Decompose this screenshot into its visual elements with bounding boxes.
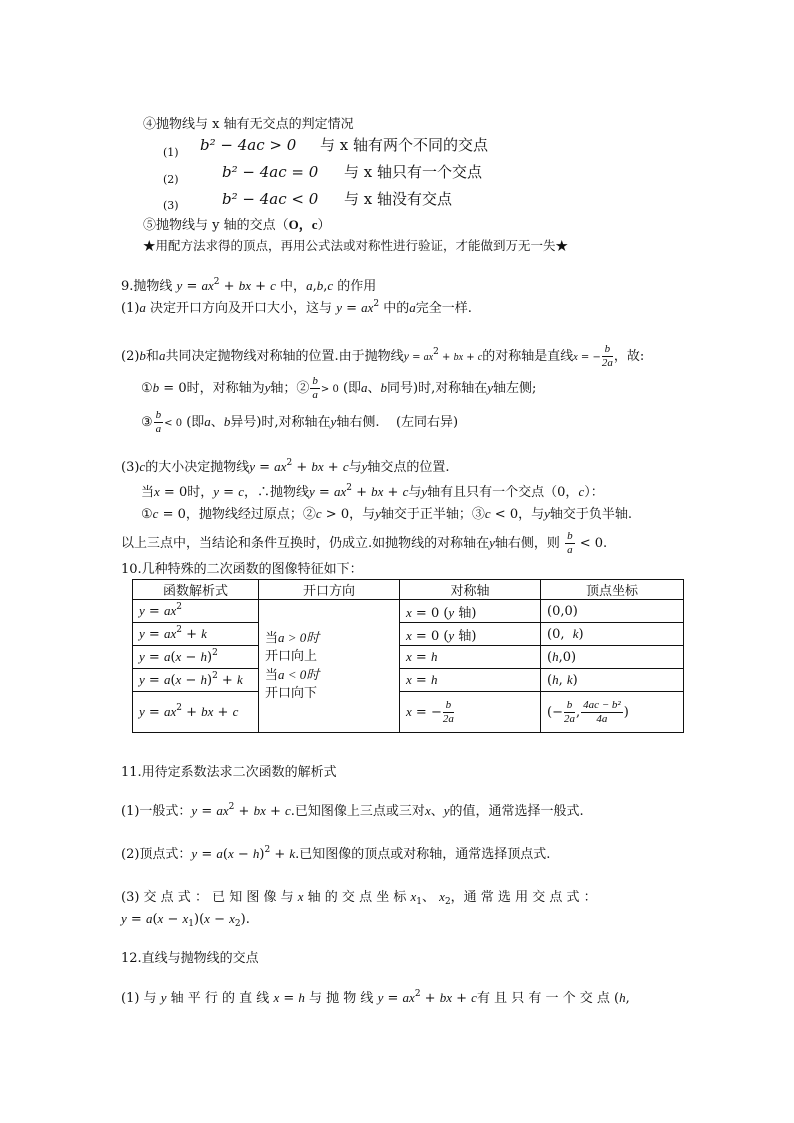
s12-p1e: , [625,991,630,1006]
function-table [132,579,684,733]
s4-row1-cond: b² − 4ac > 0 [200,136,297,154]
table-cell-axis: x = − $\frac{b}{2a}$ [400,692,541,733]
open-line-1 [265,629,393,648]
s9-p2-line1: ①b = 0时，对称轴为y轴；② $\frac{b}{a}$ > 0 (即a、b同号)时,对称轴在y轴左侧; [141,375,537,401]
open-text: 当 [265,668,279,683]
s9-p3-1c: = [219,485,239,500]
s9-p3-d: 轴交点的位置. [367,460,450,475]
s9-p3-1f: 轴有且只有一个交点（0， [427,485,579,500]
s9-p2-1b: = 0时，对称轴为 [159,381,265,396]
table-row [133,692,684,733]
s9-p3-a: (3) [121,460,140,475]
section4-title: ④抛物线与 x 轴有无交点的判定情况 [143,117,354,132]
s9-p3-2a: ① [141,507,153,522]
s9-p2-1f: 同号)时,对称轴在 [387,381,488,396]
table-cell-axis: x = h [400,646,541,669]
table-cell-expr: $y = ax^2 + k$ [133,623,259,646]
s10-title: 10.几种特殊的二次函数的图像特征如下： [121,562,363,577]
s11-p1b: .已知图像上三点或三对 [290,804,425,819]
s9-p2-1a: ① [141,381,153,396]
s9-p2-2c: 、 [210,415,224,430]
s9-p3-line3: 以上三点中，当结论和条件互换时，仍成立.如抛物线的对称轴在y轴右侧，则 $\frac{b}{a}$ < 0. [121,530,608,556]
s11-p3-formula: $y = a(x - x_1)(x - x_2)$. [121,911,250,929]
s9-p3-2d: 轴交于正半轴；③ [380,507,485,522]
table-header: 对称轴 [400,580,541,600]
open-text: 开口向上 [265,649,318,664]
s9-p2-c: 共同决定抛物线对称轴的位置.由于抛物线 [165,349,404,364]
table-cell-vertex: (h,0) [541,646,684,669]
table-header-row [133,580,684,600]
s11-p2a: (2)顶点式： [121,847,192,862]
table-row [133,600,684,623]
table-cell-vertex: (0, k) [541,623,684,646]
table-cell-vertex: (0,0) [541,600,684,623]
s9-p2-1d: (即 [338,381,362,396]
s4-row2-cond: b² − 4ac = 0 [222,163,319,181]
s9-p3-1d: ，∴抛物线 [243,485,309,500]
s12-p1a: (1) 与 [121,991,157,1006]
s12-title: 12.直线与抛物线的交点 [121,951,259,966]
s9-p2-a: (2) [121,349,140,364]
table-cell-axis: x = h [400,669,541,692]
s9-p1-a: (1) [121,301,140,316]
s9-p2-2e: 轴右侧. [336,415,380,430]
s4-row2-num: (2) [163,173,179,186]
s9-p3-1a: 当 [141,485,155,500]
s9-p2-1c: 轴；② [270,381,310,396]
s11-p1c: 、 [430,804,444,819]
s11-p3: (3) 交 点 式 ： 已 知 图 像 与 x 轴 的 交 点 坐 标 $x_1$、 $x_2$，通 常 选 用 交 点 式 ： [121,889,597,907]
s9-p2-2d: 异号)时,对称轴在 [230,415,331,430]
s9-p3-3c: < 0. [575,536,608,551]
s9-p1-b: 决定开口方向及开口大小，这与 [145,301,337,316]
s11-p3a: (3) 交 点 式 ： 已 知 图 像 与 [121,890,294,905]
s9-p2-e: ，故: [613,349,645,364]
section5-line [143,216,331,235]
table-cell-expr: $y = a(x - h)^2$ [133,646,259,669]
s11-title: 11.用待定系数法求二次函数的解析式 [121,765,337,780]
s9-p2-2b: (即 [182,415,205,430]
s9-p3-2b: = 0，抛物线经过原点；② [158,507,316,522]
section5-point: O，c [288,217,318,232]
s4-row2-result: 与 x 轴只有一个交点 [344,163,482,181]
table-header: 函数解析式 [133,580,259,600]
table-row [133,623,684,646]
s9-p3-2e: < 0，与 [490,507,545,522]
s9-p2-1g: 轴左侧; [493,381,537,396]
s9-p3-c: 与 [348,460,362,475]
table-row [133,669,684,692]
table-cell-vertex: (− $\frac{b}{2a}$ , $\frac{\text{4ac − b²}}{4a}$ ) [541,692,684,733]
s9-p3-1e: 与 [408,485,422,500]
s9-p2-2f: (左同右异) [395,415,459,430]
table-cell-vertex: (h, k) [541,669,684,692]
s9-p3-2c: > 0，与 [321,507,376,522]
s9-p2-2a: ③ [141,415,153,430]
s11-p3c: 、 [422,890,436,905]
s4-row1-result: 与 x 轴有两个不同的交点 [320,136,488,154]
star-note: ★用配方法求得的顶点，再用公式法或对称性进行验证，才能做到万无一失★ [143,238,569,253]
s9-p2: (2)b和a共同决定抛物线对称轴的位置.由于抛物线$y = ax^2$ + bx + c的对称轴是直线x = − $\frac{b}{2a}$ ，故: [121,343,645,369]
s11-p1d: 的值，通常选择一般式. [449,804,584,819]
s9-p1: (1)a 决定开口方向及开口大小，这与 $y = ax^2$ 中的a完全一样. [121,299,472,316]
s12-p1b: 轴 平 行 的 直 线 [170,991,270,1006]
s12-p1: (1) 与 y 轴 平 行 的 直 线 x = h 与 抛 物 线 $y = ax^2$ + bx + c有 且 只 有 一 个 交 点 (h, [121,989,630,1006]
open-line-3 [265,666,393,685]
s9-p3-line1: 当x = 0时，y = c，∴抛物线$y = ax^2$ + bx + c与y轴有且只有一个交点（0，c）： [141,483,604,500]
s9-p3-3b: 轴右侧，则 [494,536,560,551]
s9-p3-1g: ）： [584,485,604,500]
s12-p1c: 与 抛 物 线 [309,991,374,1006]
s11-p3d: ，通 常 选 用 交 点 式 ： [450,890,597,905]
s4-row1-num: (1) [163,146,179,159]
s4-row3-cond: b² − 4ac < 0 [222,190,319,208]
s9-p2-d: 的对称轴是直线 [482,349,574,364]
table-header: 顶点坐标 [541,580,684,600]
table-cell-open [259,600,400,733]
s9-p1-d: 完全一样. [415,301,472,316]
s9-p3-line2: ①c = 0，抛物线经过原点；②c > 0，与y轴交于正半轴；③c < 0，与y轴交于负半轴. [141,506,633,522]
s11-p1: (1)一般式：$y = ax^2$ + bx + c.已知图像上三点或三对x、y的值，通常选择一般式. [121,802,584,819]
s9-p1-c: 中的 [379,301,410,316]
table-cell-axis: x = 0 (y 轴) [400,623,541,646]
open-text: 当 [265,631,279,646]
table-row [133,646,684,669]
s9-p3-b: 的大小决定抛物线 [145,460,250,475]
table-cell-axis: x = 0 (y 轴) [400,600,541,623]
s11-p1a: (1)一般式： [121,804,192,819]
s9-p3-2f: 轴交于负半轴. [549,507,633,522]
s11-p2b: .已知图像的顶点或对称轴，通常选择顶点式. [295,847,551,862]
s9-p2-line2: ③ $\frac{b}{a}$ < 0 (即a、b异号)时,对称轴在y轴右侧. (左同右异) [141,409,459,435]
table-header: 开口方向 [259,580,400,600]
s9-p2-b: 和 [145,349,159,364]
table-cell-expr: $y = a(x - h)^2 + k$ [133,669,259,692]
open-text: 开口向下 [265,686,318,701]
s9-title: 9.抛物线 $y = ax^2$ + bx + c 中，a,b,c 的作用 [121,277,377,294]
s11-p3b: 轴 的 交 点 坐 标 [307,890,407,905]
s4-row3-num: (3) [163,199,179,212]
s4-row3-result: 与 x 轴没有交点 [344,190,452,208]
open-cond: a < 0时 [278,667,320,682]
table-cell-expr: $y = ax^2$ + bx + c [133,692,259,733]
section5-close: ） [317,218,331,233]
s9-title-a: 9.抛物线 [121,279,177,294]
open-cond: a > 0时 [278,630,320,645]
section5-text: ⑤抛物线与 y 轴的交点（ [143,218,289,233]
s9-title-b: 中， [275,279,307,294]
s9-p3-3a: 以上三点中，当结论和条件互换时，仍成立.如抛物线的对称轴在 [121,536,490,551]
s9-title-c: 的作用 [333,279,377,294]
s12-p1d: 有 且 只 有 一 个 交 点 ( [476,991,620,1006]
table-cell-expr: $y = ax^2$ [133,600,259,623]
s11-p2: (2)顶点式：$y = a(x - h)^2 + k$.已知图像的顶点或对称轴，通常选择顶点式. [121,845,551,862]
s9-p3: (3)c的大小决定抛物线$y = ax^2$ + bx + c与y轴交点的位置. [121,458,450,475]
s9-p3-1b: = 0时， [159,485,214,500]
s9-p2-1e: 、 [367,381,381,396]
